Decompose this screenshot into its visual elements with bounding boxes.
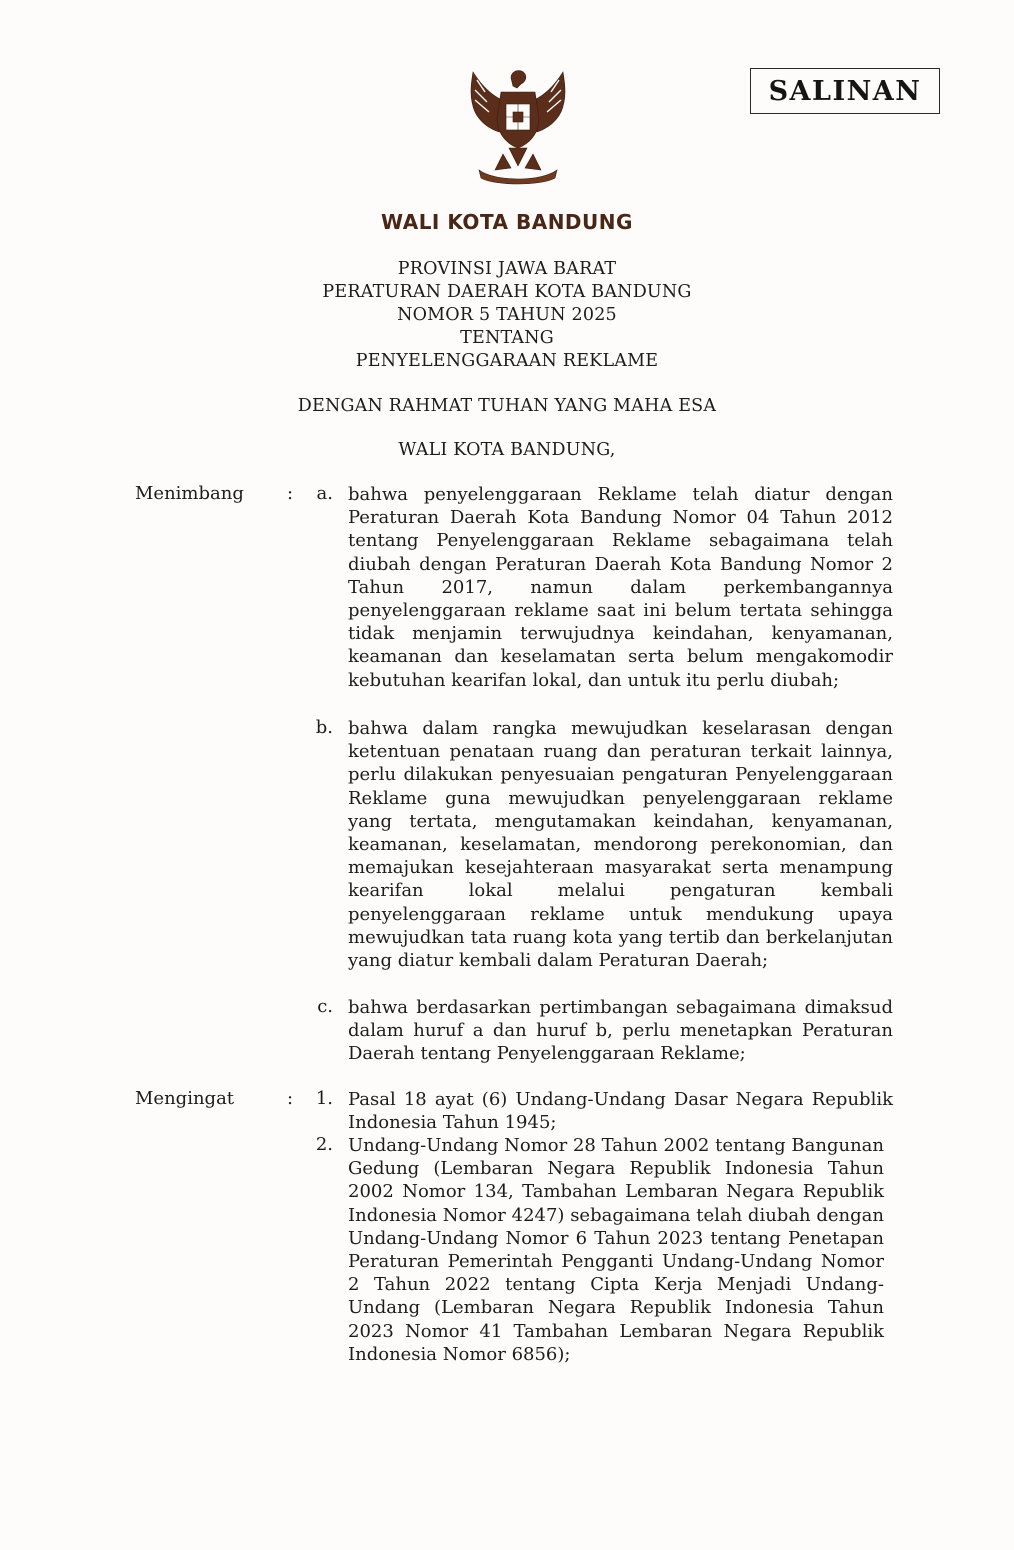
authority-title: WALI KOTA BANDUNG [381,210,633,234]
mengingat-colon: : [287,1088,294,1109]
heading-regulation: PERATURAN DAERAH KOTA BANDUNG [322,282,692,302]
list-marker: c. [317,996,333,1017]
heading-number: NOMOR 5 TAHUN 2025 [397,305,617,325]
menimbang-item-c: bahwa berdasarkan pertimbangan sebagaimana dimaksud dalam huruf a dan huruf b, perlu menetapkan Peraturan Daerah tentang Penyelenggaraan Reklame; [348,997,893,1065]
menimbang-colon: : [287,483,294,504]
regulation-heading [0,258,1014,373]
list-marker: a. [316,483,333,504]
heading-tentang: TENTANG [460,328,554,348]
list-marker: 1. [315,1088,333,1109]
menimbang-label: Menimbang [135,483,244,504]
list-marker: 2. [315,1134,333,1155]
list-marker: b. [315,717,333,738]
mengingat-item-2: Undang-Undang Nomor 28 Tahun 2002 tentang Bangunan Gedung (Lembaran Negara Republik Indonesia Tahun 2002 Nomor 134, Tambahan Lembaran Negara Republik Indonesia Nomor 4247) sebagaimana telah diubah dengan Undang-Undang Nomor 6 Tahun 2023 tentang Penetapan Peraturan Pemerintah Pengganti Undang-Undang Nomor 2 Tahun 2022 tentang Cipta Kerja Menjadi Undang-Undang (Lembaran Negara Republik Indonesia Tahun 2023 Nomor 41 Tambahan Lembaran Negara Republik Indonesia Nomor 6856); [348,1135,884,1365]
mengingat-label: Mengingat [135,1088,235,1109]
menimbang-item-b: bahwa dalam rangka mewujudkan keselarasan dengan ketentuan penataan ruang dan peraturan terkait lainnya, perlu dilakukan penyesuaian pengaturan Penyelenggaraan Reklame guna mewujudkan penyelenggaraan reklame yang tertata, mengutamakan keindahan, kenyamanan, keamanan, keselamatan, mendorong perekonomian, dan memajukan kesejahteraan masyarakat serta menampung kearifan lokal melalui pengaturan kembali penyelenggaraan reklame untuk mendukung upaya mewujudkan tata ruang kota yang tertib dan berkelanjutan yang diatur kembali dalam Peraturan Daerah; [348,718,893,972]
garuda-emblem-icon [455,58,581,186]
mengingat-item-1: Pasal 18 ayat (6) Undang-Undang Dasar Negara Republik Indonesia Tahun 1945; [348,1089,893,1134]
blessing-line: DENGAN RAHMAT TUHAN YANG MAHA ESA [297,396,717,416]
addressee-line: WALI KOTA BANDUNG, [398,440,616,460]
heading-subject: PENYELENGGARAAN REKLAME [355,351,659,371]
heading-province: PROVINSI JAWA BARAT [397,259,617,279]
menimbang-item-a: bahwa penyelenggaraan Reklame telah diatur dengan Peraturan Daerah Kota Bandung Nomor 04 Tahun 2012 tentang Penyelenggaraan Reklame sebagaimana telah diubah dengan Peraturan Daerah Kota Bandung Nomor 2 Tahun 2017, namun dalam perkembangannya penyelenggaraan reklame saat ini belum tertata sehingga tidak menjamin terwujudnya keindahan, kenyamanan, keamanan dan keselamatan serta belum mengakomodir kebutuhan kearifan lokal, dan untuk itu perlu diubah; [348,484,893,691]
salinan-stamp: SALINAN [750,68,940,114]
